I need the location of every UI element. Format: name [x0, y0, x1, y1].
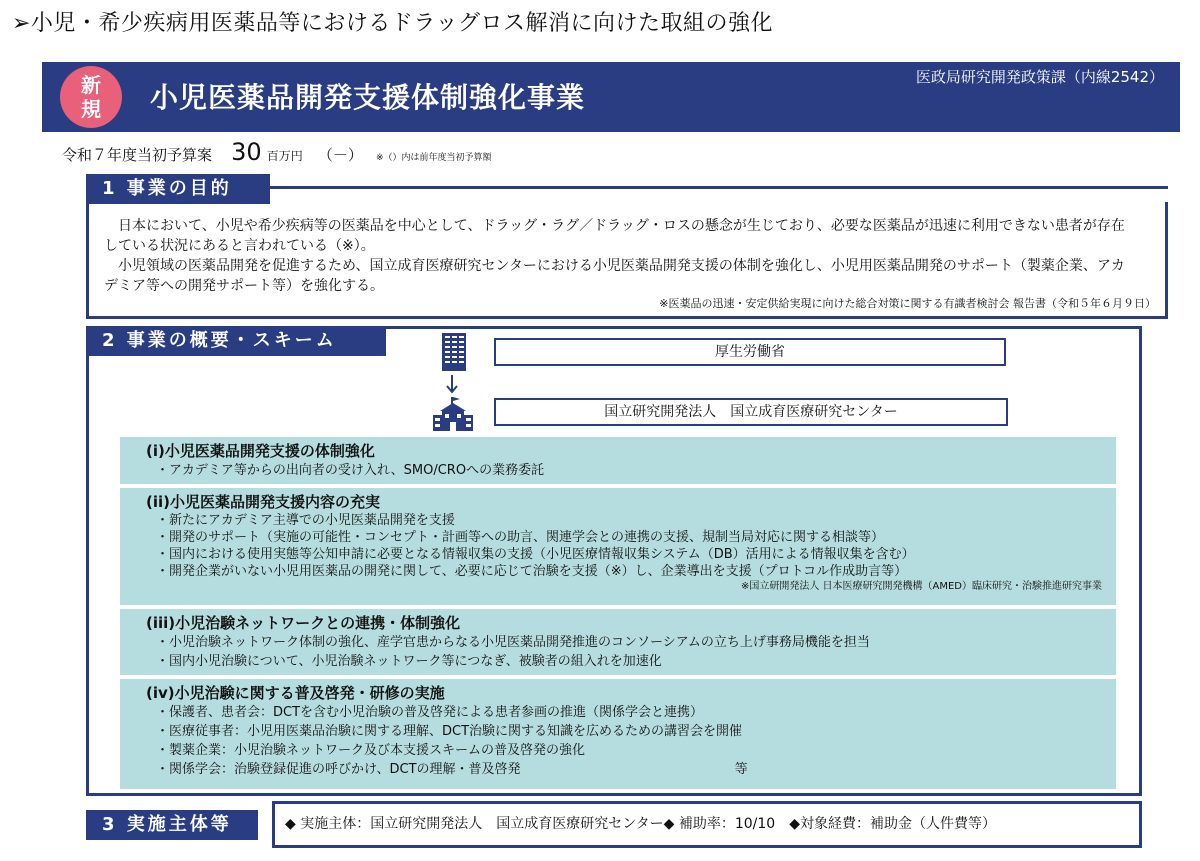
block-item: ・開発企業がいない小児用医薬品の開発に関して、必要に応じて治験を支援（※）し、企業導出を支援（プロトコル作成助言等）	[156, 564, 908, 579]
section3-label: 3 実施主体等	[86, 810, 258, 840]
block-title: (iv)小児治験に関する普及啓発・研修の実施	[146, 684, 445, 702]
section3-content: ◆ 実施主体：国立研究開発法人 国立成育医療研究センター◆ 補助率：10/10 ◆対象経費：補助金（人件費等）	[272, 801, 1142, 848]
block-item: ・小児治験ネットワーク体制の強化、産学官患からなる小児医薬品開発推進のコンソーシアムの立ち上げ事務局機能を担当	[156, 635, 870, 650]
title-banner	[42, 62, 1180, 132]
new-badge	[60, 66, 122, 128]
department-label: 医政局研究開発政策課（内線2542）	[915, 68, 1164, 86]
building-icon	[440, 333, 468, 375]
section2-label: 2 事業の概要・スキーム	[86, 326, 386, 356]
section1-paragraph2: 小児領域の医薬品開発を促進するため、国立成育医療研究センターにおける小児医薬品開発支援の体制を強化し、小児用医薬品開発のサポート（製薬企業、アカデミア等への開発サポート等）を強化する。	[104, 258, 1125, 294]
project-title: 小児医薬品開発支援体制強化事業	[150, 81, 586, 114]
block-title: (i)小児医薬品開発支援の体制強化	[146, 442, 375, 460]
scheme-block-4	[120, 679, 1116, 789]
budget-amount: 30	[231, 138, 262, 166]
scheme-block-2	[120, 488, 1116, 605]
block-item: ・アカデミア等からの出向者の受け入れ、SMO/CROへの業務委託	[156, 463, 545, 478]
new-badge-line2: 規	[81, 97, 101, 121]
budget-label: 令和７年度当初予算案	[62, 146, 213, 164]
section1-reference: ※医薬品の迅速・安定供給実現に向けた総合対策に関する有識者検討会 報告書（令和５年６月９日）	[659, 297, 1156, 310]
block-item: ・国内小児治験について、小児治験ネットワーク等につなぎ、被験者の組入れを加速化	[156, 654, 662, 669]
budget-previous: （－）	[317, 146, 363, 164]
block-item: ・開発のサポート（実施の可能性・コンセプト・計画等への助言、関連学会との連携の支援、規制当局対応に関する相談等）	[156, 530, 885, 545]
budget-line	[62, 138, 492, 166]
block-item: ・新たにアカデミア主導での小児医薬品開発を支援	[156, 513, 455, 528]
block-note: ※国立研開発法人 日本医療研究開発機構（AMED）臨床研究・治験推進研究事業	[740, 581, 1102, 592]
block-item: ・国内における使用実態等公知申請に必要となる情報収集の支援（小児医療情報収集システム（DB）活用による情報収集を含む）	[156, 547, 915, 562]
section1-label: 1 事業の目的	[86, 174, 270, 204]
scheme-block-1	[120, 437, 1116, 484]
section1-body	[104, 216, 1134, 296]
budget-unit: 百万円	[266, 149, 303, 163]
block-item-text: ・関係学会：治験登録促進の呼びかけ、DCTの理解・普及啓発	[156, 762, 521, 777]
block-title: (iii)小児治験ネットワークとの連携・体制強化	[146, 614, 461, 632]
block-item-last	[144, 760, 1116, 779]
school-icon	[432, 397, 474, 435]
new-badge-line1: 新	[81, 73, 101, 97]
block-item: ・医療従事者：小児用医薬品治験に関する理解、DCT治験に関する知識を広めるための講習会を開催	[156, 724, 743, 739]
page-heading: ➢小児・希少疾病用医薬品等におけるドラッグロス解消に向けた取組の強化	[12, 11, 773, 36]
org-ministry-box: 厚生労働省	[494, 338, 1006, 366]
scheme-block-3	[120, 609, 1116, 675]
section1-paragraph1: 日本において、小児や希少疾病等の医薬品を中心として、ドラッグ・ラグ／ドラッグ・ロスの懸念が生じており、必要な医薬品が迅速に利用できない患者が存在している状況にあると言われている（※）。	[104, 218, 1125, 254]
block-item-suffix: 等	[734, 762, 748, 777]
arrow-down-icon	[444, 375, 460, 399]
org-center-box: 国立研究開発法人 国立成育医療研究センター	[494, 398, 1008, 426]
block-title: (ii)小児医薬品開発支援内容の充実	[146, 493, 380, 511]
budget-note: ※（）内は前年度当初予算額	[375, 153, 492, 163]
section1-top-rule	[270, 186, 1168, 189]
block-item: ・保護者、患者会：DCTを含む小児治験の普及啓発による患者参画の推進（関係学会と連携）	[156, 705, 704, 720]
block-item: ・製薬企業：小児治験ネットワーク及び本支援スキームの普及啓発の強化	[156, 743, 586, 758]
